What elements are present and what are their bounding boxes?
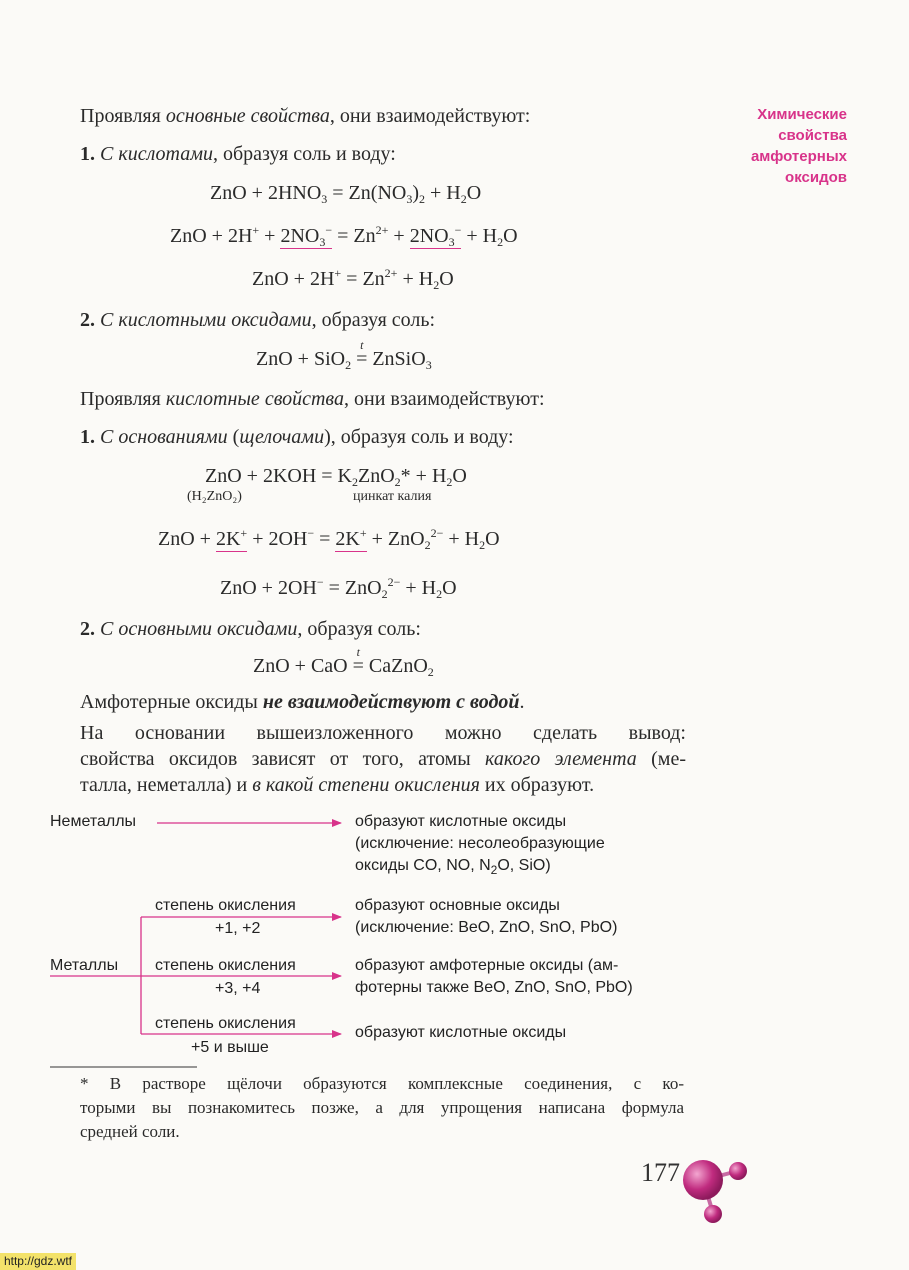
- item-basic-oxides: 2. С основными оксидами, образуя соль:: [80, 618, 421, 640]
- equation-ionic-full: ZnO + $2H^+ + 2NO_3^- = Zn^{2+} + 2NO_3^- + H_2O$: [170, 223, 518, 249]
- emphasis: щелочами: [239, 426, 325, 448]
- zincate-label: цинкат калия: [353, 489, 432, 504]
- sidebar-line: Химические: [757, 106, 847, 123]
- scheme-nonmetals: Неметаллы: [50, 813, 137, 830]
- oxidation-3: +5 и выше: [191, 1039, 269, 1056]
- emphasis: не взаимодействуют с водой: [262, 691, 520, 713]
- branch-label-2: степень окисления: [155, 957, 296, 974]
- emphasis: С кислотами: [100, 143, 213, 165]
- emphasis: кислотные свойства: [165, 388, 344, 410]
- sidebar-line: свойства: [778, 127, 847, 144]
- scheme-result-acidic: образуют кислотные оксиды: [355, 1024, 567, 1041]
- scheme-result-amphoteric: образуют амфотерные оксиды (ам- фотерны также BeO, ZnO, SnO, PbO): [355, 957, 633, 996]
- oxidation-2: +3, +4: [215, 980, 261, 997]
- equation-ionic-koh-full: ZnO + $2K^+ + 2OH^- = 2K^+ + ZnO_2^{2-} + H_2O$: [158, 526, 500, 552]
- emphasis: С основаниями: [100, 426, 228, 448]
- molecule-icon: [683, 1160, 747, 1223]
- watermark-link[interactable]: http://gdz.wtf: [0, 1253, 76, 1270]
- equation-zno-sio2: ZnO + SiO$_2$ = t ZnSiO$_3$: [256, 338, 432, 372]
- equation-zno-cao: ZnO + CaO = t CaZnO$_2$: [253, 645, 434, 679]
- sidebar-line: оксидов: [785, 169, 847, 186]
- scheme-metals: Металлы: [50, 957, 119, 974]
- emphasis: в какой степени окисления: [252, 774, 480, 796]
- equation-ionic-koh-short: ZnO + $2OH^- = ZnO_2^{2-} + H_2O$: [220, 575, 457, 601]
- scheme-result-basic: образуют основные оксиды (исключение: BeO, ZnO, SnO, PbO): [355, 897, 618, 936]
- footnote-line: средней соли.: [80, 1122, 180, 1141]
- emphasis: С основными оксидами: [100, 618, 298, 640]
- page-number: 177: [641, 1158, 680, 1187]
- footnote: [80, 1072, 684, 1144]
- branch-label-3: степень окисления: [155, 1015, 296, 1032]
- acid-properties-intro: Проявляя кислотные свойства, они взаимодействуют:: [80, 388, 545, 410]
- oxidation-1: +1, +2: [215, 920, 261, 937]
- footnote-line: торыми вы познакомитесь позже, а для упрощения написана формула: [80, 1098, 684, 1117]
- equation-ionic-short: ZnO + $2H^+ = Zn^{2+} + H_2O$: [252, 266, 454, 292]
- emphasis: основные свойства: [165, 105, 330, 127]
- conclusion-line: талла, неметалла) и в какой степени окисления их образуют.: [80, 774, 595, 796]
- no-water-statement: Амфотерные оксиды не взаимодействуют с водой.: [80, 691, 525, 713]
- item-bases: 1. С основаниями (щелочами), образуя соль и воду:: [80, 426, 514, 448]
- h2zno2-label: (H₂ZnO₂): [187, 489, 242, 504]
- basic-properties-intro: Проявляя основные свойства, они взаимодействуют:: [80, 105, 531, 127]
- item-acids: 1. С кислотами, образуя соль и воду:: [80, 143, 396, 165]
- branch-label-1: степень окисления: [155, 897, 296, 914]
- emphasis: С кислотными оксидами: [100, 309, 312, 331]
- scheme-nonmetals-result: образуют кислотные оксиды (исключение: несолеобразующие оксиды CO, NO, $N_2O$, SiO): [355, 813, 605, 877]
- item-acid-oxides: 2. С кислотными оксидами, образуя соль:: [80, 309, 436, 331]
- footnote-line: * В растворе щёлочи образуются комплексные соединения, с ко-: [80, 1074, 684, 1093]
- equation-zno-hno3: ZnO + $2HNO_3 = Zn(NO_3)_2 + H_2O$: [210, 182, 482, 206]
- conclusion-line: свойства оксидов зависят от того, атомы какого элемента (ме-: [80, 748, 686, 770]
- sidebar-line: амфотерных: [750, 148, 847, 165]
- emphasis: какого элемента: [485, 748, 637, 770]
- equation-zno-koh: ZnO + $2KOH = K_2ZnO_2* + H_2O$: [205, 465, 467, 489]
- conclusion-line: На основании вышеизложенного можно сделать вывод:: [80, 722, 686, 744]
